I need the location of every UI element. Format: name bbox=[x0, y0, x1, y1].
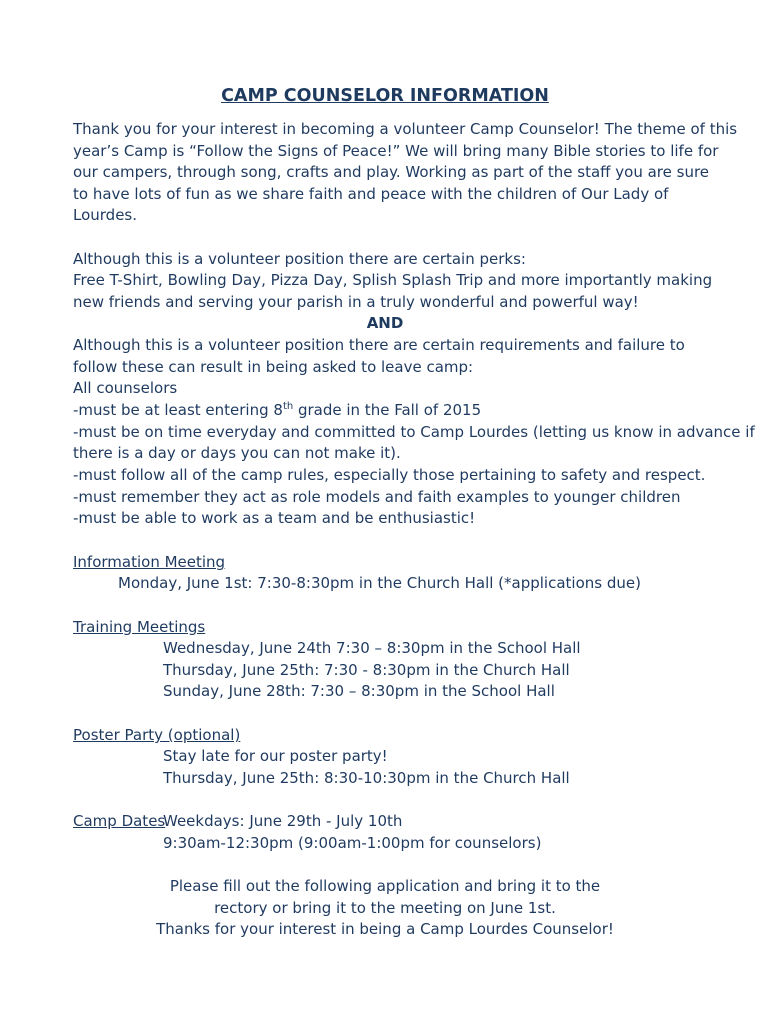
requirement-grade-text: grade in the Fall of 2015 bbox=[293, 401, 482, 419]
perks-line: new friends and serving your parish in a truly wonderful and powerful way! bbox=[73, 293, 639, 311]
poster-party-item: Thursday, June 25th: 8:30-10:30pm in the Church Hall bbox=[163, 769, 570, 787]
requirement-line: -must be able to work as a team and be enthusiastic! bbox=[73, 509, 476, 527]
requirements-intro-line: follow these can result in being asked to leave camp: bbox=[73, 358, 474, 376]
training-heading: Training Meetings bbox=[73, 618, 206, 636]
perks-line: Although this is a volunteer position there are certain perks: bbox=[73, 250, 526, 268]
closing-line: Please fill out the following application and bring it to the bbox=[169, 877, 601, 895]
page-title: CAMP COUNSELOR INFORMATION bbox=[221, 86, 549, 106]
requirements-intro-line: All counselors bbox=[73, 379, 178, 397]
requirement-grade-text: -must be at least entering 8 bbox=[73, 401, 283, 419]
intro-line: to have lots of fun as we share faith and peace with the children of Our Lady of bbox=[73, 185, 669, 203]
and-label: AND bbox=[366, 314, 404, 332]
requirement-line: -must be on time everyday and committed to Camp Lourdes (letting us know in advance if bbox=[73, 423, 755, 441]
requirement-line: there is a day or days you can not make it). bbox=[73, 444, 401, 462]
intro-line: our campers, through song, crafts and play. Working as part of the staff you are sure bbox=[73, 163, 710, 181]
intro-line: year’s Camp is “Follow the Signs of Peace!” We will bring many Bible stories to life for bbox=[73, 142, 719, 160]
training-item: Sunday, June 28th: 7:30 – 8:30pm in the School Hall bbox=[163, 682, 555, 700]
closing-line: Thanks for your interest in being a Camp Lourdes Counselor! bbox=[156, 920, 614, 938]
camp-dates-weekdays: Weekdays: June 29th - July 10th bbox=[163, 812, 403, 830]
camp-dates-hours: 9:30am-12:30pm (9:00am-1:00pm for counselors) bbox=[163, 834, 542, 852]
closing-line: rectory or bring it to the meeting on June 1st. bbox=[214, 899, 556, 917]
camp-dates-heading: Camp Dates bbox=[73, 812, 166, 830]
intro-line: Thank you for your interest in becoming a volunteer Camp Counselor! The theme of this bbox=[73, 120, 738, 138]
intro-line: Lourdes. bbox=[73, 206, 138, 224]
requirements-intro-line: Although this is a volunteer position there are certain requirements and failure to bbox=[73, 336, 685, 354]
poster-party-item: Stay late for our poster party! bbox=[163, 747, 388, 765]
training-item: Wednesday, June 24th 7:30 – 8:30pm in the School Hall bbox=[163, 639, 581, 657]
ordinal-suffix: th bbox=[282, 401, 294, 412]
requirement-line: -must remember they act as role models and faith examples to younger children bbox=[73, 488, 681, 506]
perks-line: Free T-Shirt, Bowling Day, Pizza Day, Splish Splash Trip and more importantly making bbox=[73, 271, 713, 289]
requirement-line: -must follow all of the camp rules, especially those pertaining to safety and respect. bbox=[73, 466, 706, 484]
poster-party-heading: Poster Party (optional) bbox=[73, 726, 241, 744]
training-item: Thursday, June 25th: 7:30 - 8:30pm in the Church Hall bbox=[163, 661, 570, 679]
requirement-grade bbox=[73, 400, 481, 420]
info-meeting-heading: Information Meeting bbox=[73, 553, 226, 571]
info-meeting-detail: Monday, June 1st: 7:30-8:30pm in the Church Hall (*applications due) bbox=[118, 574, 641, 592]
